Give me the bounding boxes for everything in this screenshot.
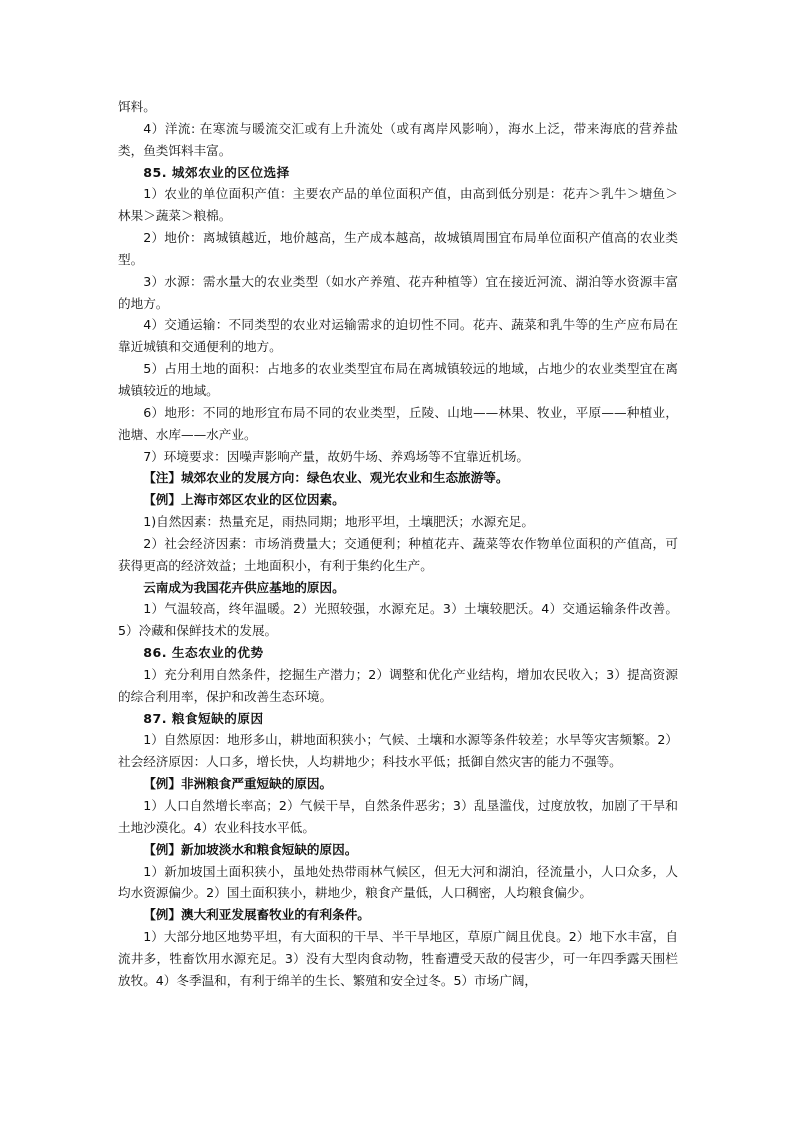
- paragraph: 1）气温较高，终年温暖。2）光照较强，水源充足。3）土壤较肥沃。4）交通运输条件改善。5）冷藏和保鲜技术的发展。: [118, 601, 678, 639]
- paragraph: 1）农业的单位面积产值：主要农产品的单位面积产值，由高到低分别是：花卉＞乳牛＞塘鱼＞林果＞蔬菜＞粮棉。: [118, 186, 678, 224]
- section-heading-87: 87. 粮食短缺的原因: [143, 710, 264, 726]
- paragraph: 1）充分利用自然条件，挖掘生产潜力；2）调整和优化产业结构，增加农民收入；3）提高资源的综合利用率，保护和改善生态环境。: [118, 666, 678, 704]
- paragraph: 7）环境要求：因噪声影响产量，故奶牛场、养鸡场等不宜靠近机场。: [143, 448, 530, 464]
- paragraph: 5）占用土地的面积：占地多的农业类型宜布局在离城镇较远的地域，占地少的农业类型宜在离城镇较近的地域。: [118, 361, 678, 398]
- example-heading: 【例】非洲粮食严重短缺的原因。: [143, 776, 333, 792]
- paragraph: 1)自然因素：热量充足，雨热同期；地形平坦，土壤肥沃；水源充足。: [143, 514, 534, 530]
- section-heading-86: 86. 生态农业的优势: [143, 645, 264, 661]
- section-heading-85: 85. 城郊农业的区位选择: [143, 164, 290, 180]
- example-heading: 【例】上海市郊区农业的区位因素。: [143, 492, 345, 508]
- paragraph: 1）新加坡国土面积狭小，虽地处热带雨林气候区，但无大河和湖泊，径流量小，人口众多，人均水资源偏少。2）国土面积狭小，耕地少，粮食产量低，人口稠密，人均粮食偏少。: [118, 863, 678, 901]
- document-body: [118, 96, 678, 992]
- paragraph: 3）水源：需水量大的农业类型（如水产养殖、花卉种植等）宜在接近河流、湖泊等水资源丰富的地方。: [118, 273, 678, 311]
- paragraph: 4）洋流: 在寒流与暖流交汇或有上升流处（或有离岸风影响），海水上泛，带来海底的营养盐类，鱼类饵料丰富。: [118, 120, 678, 158]
- paragraph: 6）地形：不同的地形宜布局不同的农业类型，丘陵、山地——林果、牧业，平原——种植业，池塘、水库——水产业。: [118, 404, 678, 442]
- subheading: 云南成为我国花卉供应基地的原因。: [143, 579, 345, 595]
- paragraph: 1）自然原因：地形多山，耕地面积狭小；气候、土壤和水源等条件较差；水旱等灾害频繁。2）社会经济原因：人口多，增长快，人均耕地少；科技水平低；抵御自然灾害的能力不强等。: [118, 732, 678, 770]
- example-heading: 【例】新加坡淡水和粮食短缺的原因。: [143, 841, 358, 857]
- paragraph: 1）大部分地区地势平坦，有大面积的干旱、半干旱地区，草原广阔且优良。2）地下水丰富，自流井多，牲畜饮用水源充足。3）没有大型肉食动物，牲畜遭受天敌的侵害少，可一年四季露天围栏放牧。4）冬季温和，有利于绵羊的生长、繁殖和安全过冬。5）市场广阔，: [118, 929, 678, 988]
- paragraph: 4）交通运输：不同类型的农业对运输需求的迫切性不同。花卉、蔬菜和乳牛等的生产应布局在靠近城镇和交通便利的地方。: [118, 317, 678, 355]
- example-heading: 【例】澳大利亚发展畜牧业的有利条件。: [143, 907, 370, 923]
- paragraph: 2）社会经济因素：市场消费量大；交通便利；种植花卉、蔬菜等农作物单位面积的产值高，可获得更高的经济效益；土地面积小，有利于集约化生产。: [118, 535, 678, 573]
- paragraph: 1）人口自然增长率高；2）气候干旱，自然条件恶劣；3）乱垦滥伐，过度放牧，加剧了干旱和土地沙漠化。4）农业科技水平低。: [118, 798, 678, 835]
- paragraph: 饵料。: [118, 99, 156, 114]
- note-line: 【注】城郊农业的发展方向：绿色农业、观光农业和生态旅游等。: [143, 470, 509, 486]
- paragraph: 2）地价：离城镇越近，地价越高，生产成本越高，故城镇周围宜布局单位面积产值高的农业类型。: [118, 230, 678, 267]
